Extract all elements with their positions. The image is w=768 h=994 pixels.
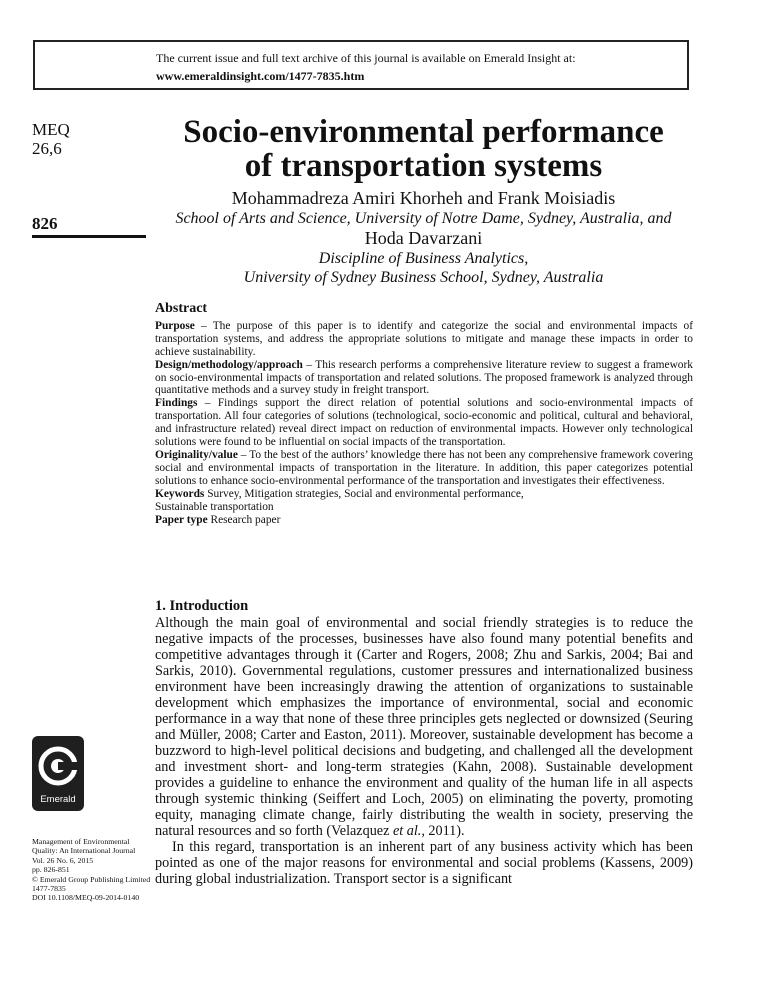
article-title	[155, 115, 692, 183]
citation-line: © Emerald Group Publishing Limited	[32, 874, 151, 884]
keywords-line-2: Sustainable transportation	[155, 500, 274, 513]
journal-abbrev: MEQ	[32, 120, 70, 139]
page-number: 826	[32, 214, 58, 233]
abstract-keywords	[155, 488, 693, 514]
findings-label: Findings	[155, 397, 198, 410]
abstract	[155, 303, 693, 526]
journal-code	[32, 120, 70, 158]
design-label: Design/methodology/approach	[155, 358, 303, 371]
affiliation-2-line-2: University of Sydney Business School, Sydney, Australia	[243, 269, 604, 286]
citation-line: pp. 826-851	[32, 865, 70, 875]
intro-paragraph-1	[155, 615, 693, 839]
intro-paragraph-2: In this regard, transportation is an inherent part of any business activity which has been pointed as one of the major reasons for environmental and social problems (Kassens, 2009) during global industrialization. Transport sector is a significant	[155, 839, 693, 887]
introduction-section	[155, 598, 693, 887]
citation-doi: DOI 10.1108/MEQ-09-2014-0140	[32, 893, 140, 903]
intro-p1-text: Although the main goal of environmental and social friendly strategies is to reduce the negative impacts of the processes, businesses have also found many potential benefits and competitive advantages through it (Carter and Rogers, 2008; Zhu and Sarkis, 2004; Bai and Sarkis, 2010). Governmental regulations, customer pressures and internationalized business environment have been increasingly drawing the attention of organizations to sustainable development which emphasizes the importance of environmental, social and economic performance in a way that none of these three principles gets neglected or downsized (Seuring and Müller, 2008; Carter and Easton, 2011). Moreover, sustainable development has become a buzzword to high-level political decisions and budgeting, and challenged all the development and investment short- and long-term strategies (Kahn, 2008). Sustainable development provides a guideline to enhance the environment and quality of the human life in all aspects through systemic thinking (Seiffert and Loch, 2005) on eliminating the poverty, promoting equity, managing climate change, fairly distributing the wealth in society, preserving the natural resources and so forth (Velazquez	[155, 615, 693, 839]
abstract-design	[155, 359, 693, 398]
abstract-originality	[155, 449, 693, 488]
originality-label: Originality/value	[155, 448, 238, 461]
abstract-heading: Abstract	[155, 301, 208, 316]
citation-line: 1477-7835	[32, 884, 66, 894]
intro-p1-etal: et al.	[392, 823, 422, 839]
journal-availability-banner	[33, 40, 689, 90]
abstract-purpose	[155, 320, 693, 359]
purpose-label: Purpose	[155, 319, 195, 332]
purpose-text: – The purpose of this paper is to identify and categorize the social and environmental impacts of transportation systems, and address the appropriate solutions to mitigate and manage these impacts in order to achieve sustainability.	[155, 319, 693, 358]
banner-text: The current issue and full text archive of this journal is available on Emerald Insight at:	[156, 51, 576, 65]
emerald-logo-label: Emerald	[40, 794, 76, 805]
volume-issue: 26,6	[32, 139, 62, 158]
affiliation-2-line-1: Discipline of Business Analytics,	[318, 250, 529, 267]
abstract-findings	[155, 397, 693, 449]
originality-text: – To the best of the authors’ knowledge there has not been any comprehensive framework covering social and environmental impacts of transportation in the literature. In addition, this paper categorizes potential solutions to enhance socio-environmental performance of the transportation and investigates their effectiveness.	[155, 448, 693, 487]
emerald-e-icon	[32, 736, 84, 794]
title-line-1: Socio-environmental performance	[183, 114, 664, 150]
abstract-paper-type	[155, 514, 693, 527]
intro-p1-end: , 2011).	[421, 823, 465, 839]
keywords-label: Keywords	[155, 487, 205, 500]
citation-line: Management of Environmental	[32, 837, 130, 846]
authors-line-1: Mohammadreza Amiri Khorheh and Frank Moisiadis	[231, 188, 616, 208]
paper-type-text: Research paper	[207, 513, 281, 526]
paper-type-label: Paper type	[155, 513, 208, 526]
citation-line: Vol. 26 No. 6, 2015	[32, 855, 94, 865]
banner-url[interactable]: www.emeraldinsight.com/1477-7835.htm	[156, 69, 365, 83]
introduction-heading: 1. Introduction	[155, 598, 249, 614]
findings-text: – Findings support the direct relation of potential solutions and socio-environmental impacts of transportation. All four categories of solutions (technological, socio-economic and political, cultural and behavioral, and infrastructure related) reveal direct impact on reduction of environmental impacts. However only technological solutions were found to be influential on social impacts of the transportation.	[155, 397, 693, 449]
emerald-logo	[32, 736, 84, 811]
citation-line: Quality: An International Journal	[32, 846, 136, 856]
title-line-2: of transportation systems	[244, 148, 603, 184]
citation-block	[32, 837, 151, 903]
page-number-rule	[32, 235, 146, 238]
authors-line-2: Hoda Davarzani	[364, 228, 483, 248]
keywords-line-1: Survey, Mitigation strategies, Social and environmental performance,	[204, 487, 524, 500]
author-block	[155, 188, 692, 287]
affiliation-1: School of Arts and Science, University of Notre Dame, Sydney, Australia, and	[175, 210, 672, 227]
design-text: – This research performs a comprehensive literature review to suggest a framework on socio-environmental impacts of transportation and related solutions. The proposed framework is analyzed through quantitative methods and a survey study in freight transport.	[155, 358, 693, 397]
